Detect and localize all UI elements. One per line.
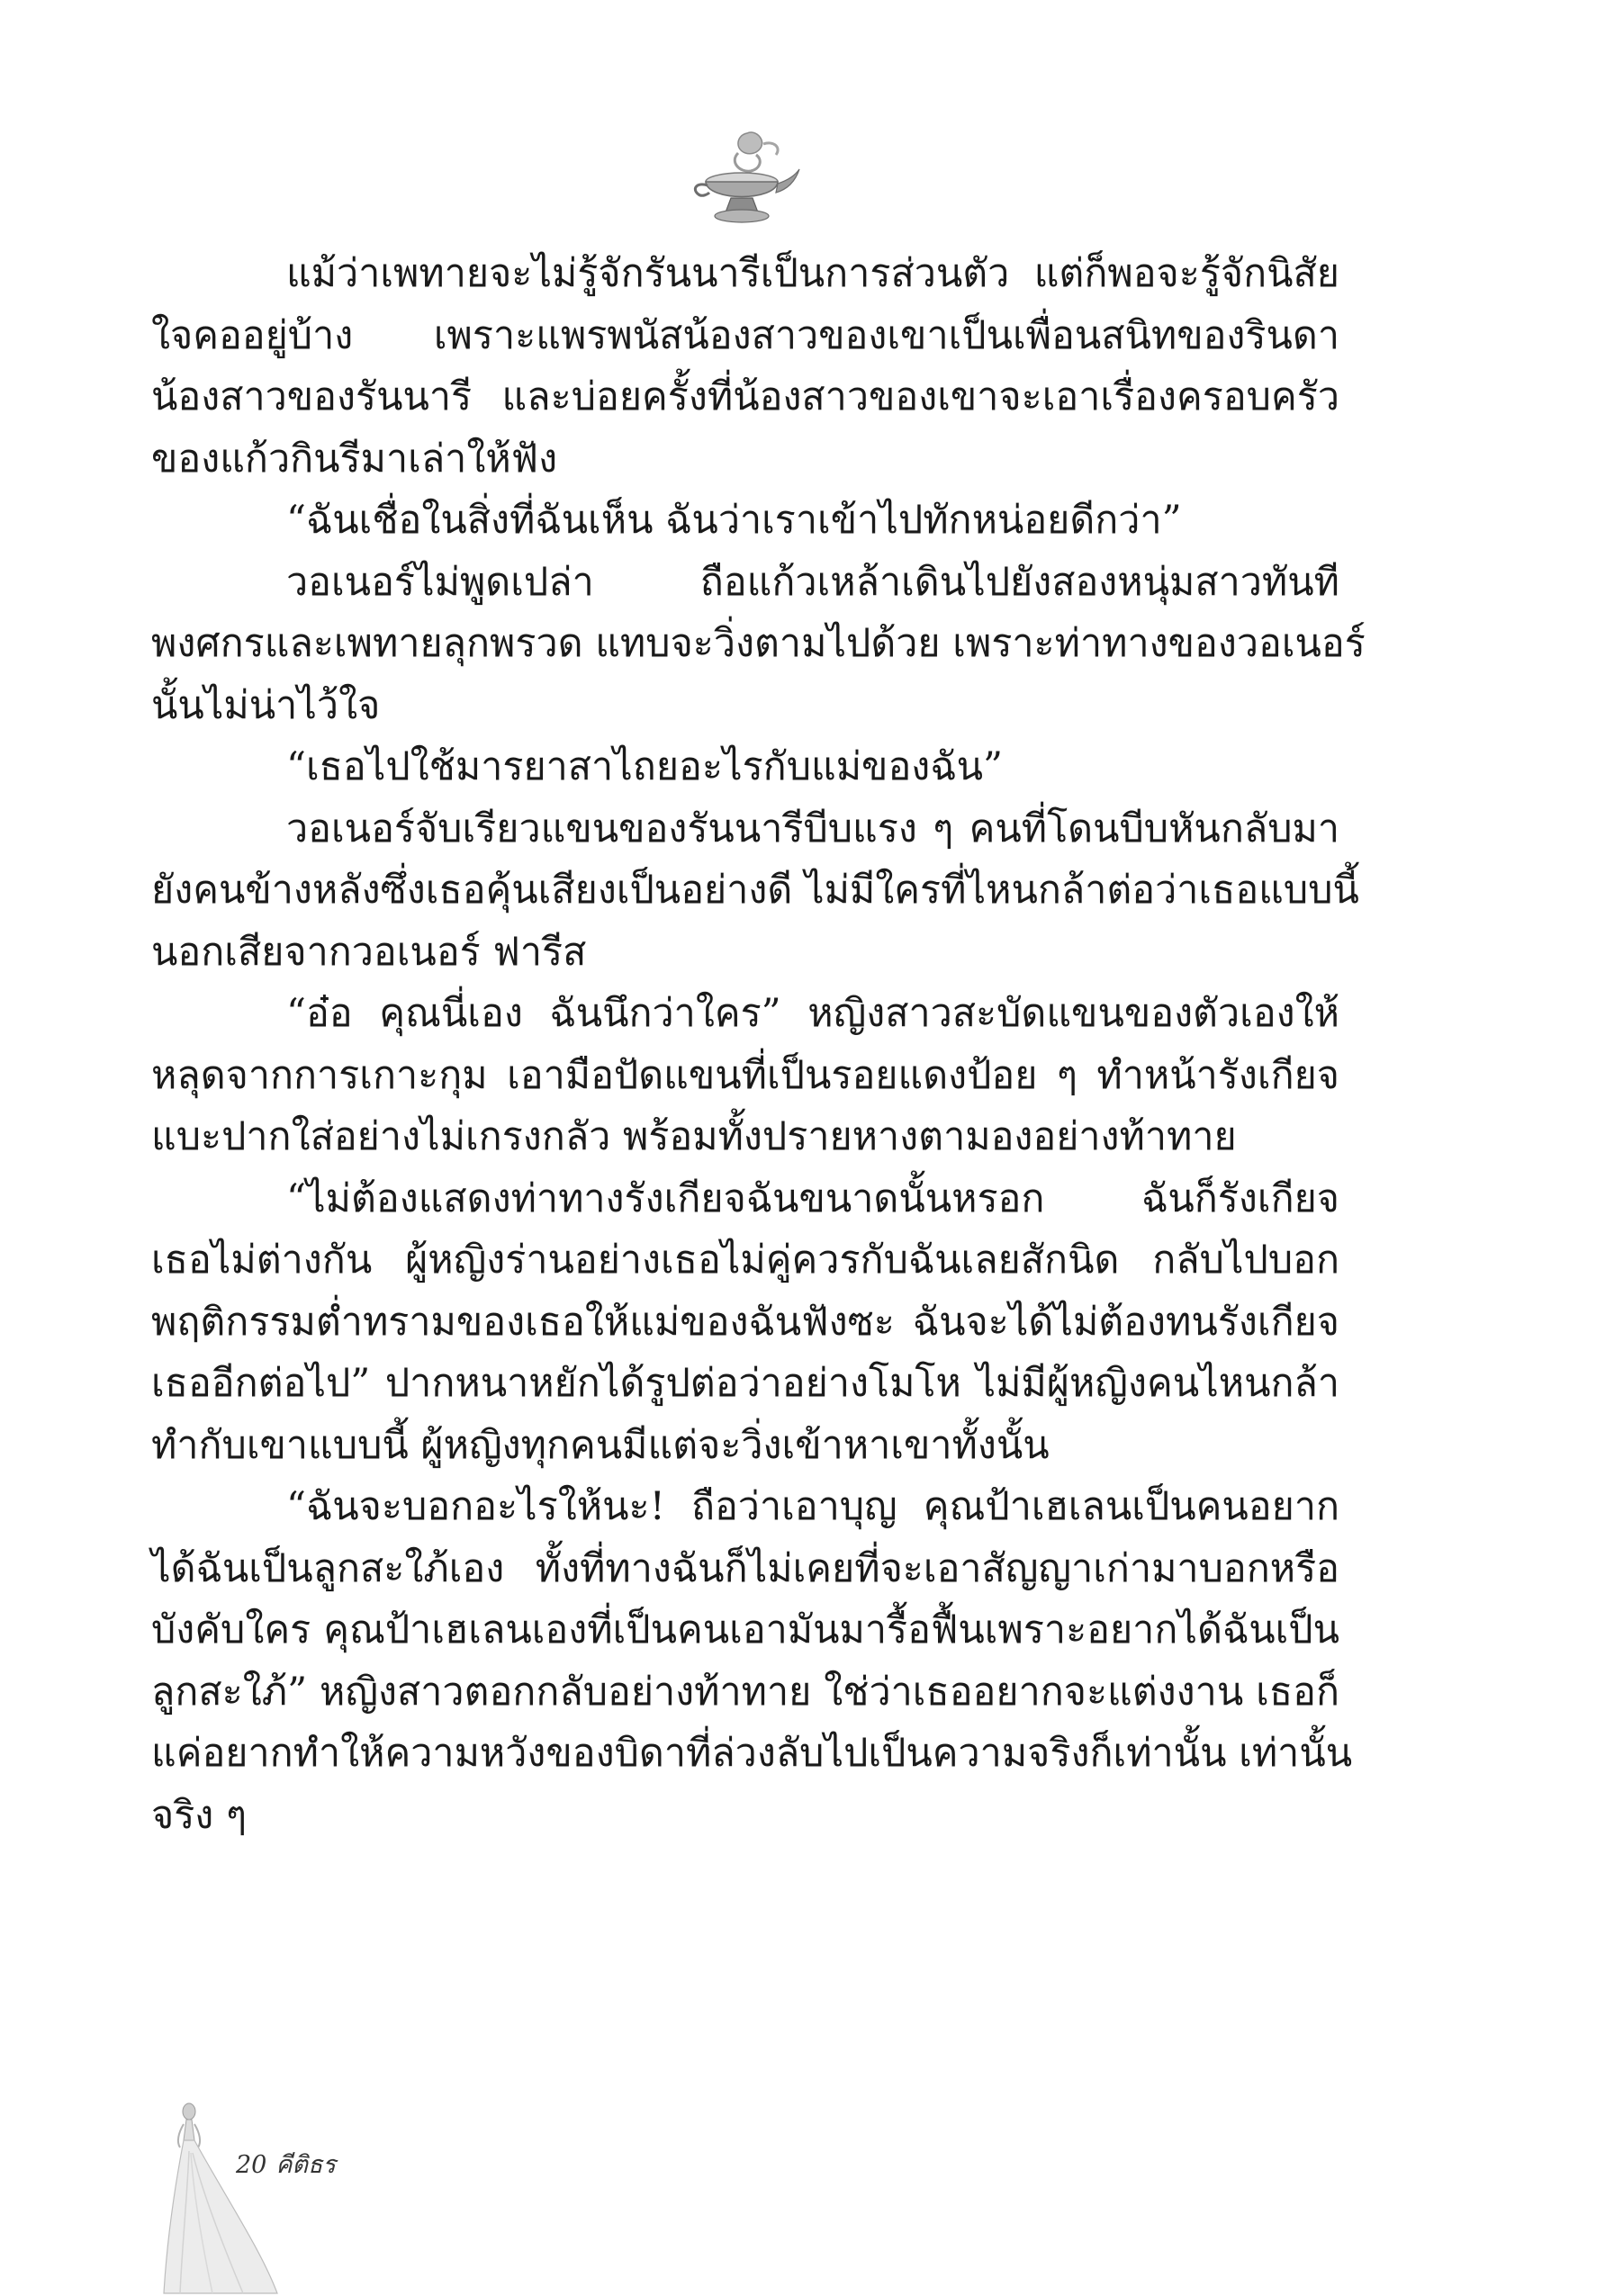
- text-line: พงศกรและเพทายลุกพรวด แทบจะวิ่งตามไปด้วย เพราะท่าทางของวอเนอร์: [151, 621, 1366, 666]
- text-line: ได้ฉันเป็นลูกสะใภ้เอง ทั้งที่ทางฉันก็ไม่เคยที่จะเอาสัญญาเก่ามาบอกหรือ: [151, 1545, 1339, 1591]
- text-line: พฤติกรรมต่ำทรามของเธอให้แม่ของฉันฟังซะ ฉันจะได้ไม่ต้องทนรังเกียจ: [151, 1299, 1339, 1345]
- paragraph: [151, 552, 1366, 737]
- paragraph: [151, 243, 1339, 490]
- page-footer: [236, 2145, 336, 2183]
- paragraph: [151, 983, 1339, 1168]
- paragraph: [151, 798, 1359, 984]
- text-line: บังคับใคร คุณป้าเฮเลนเองที่เป็นคนเอามันมารื้อฟื้นเพราะอยากได้ฉันเป็น: [151, 1607, 1339, 1652]
- text-line: แบะปากใส่อย่างไม่เกรงกลัว พร้อมทั้งปรายหางตามองอย่างท้าทาย: [151, 1114, 1237, 1159]
- text-line: แม้ว่าเพทายจะไม่รู้จักรันนารีเป็นการส่วนตัว แต่ก็พอจะรู้จักนิสัย: [286, 251, 1339, 296]
- paragraph: [151, 1168, 1339, 1477]
- paragraph: [151, 736, 1339, 798]
- text-line: “อ๋อ คุณนี่เอง ฉันนึกว่าใคร” หญิงสาวสะบัดแขนของตัวเองให้: [286, 991, 1339, 1036]
- text-line: จริง ๆ: [151, 1792, 248, 1838]
- text-line: เธออีกต่อไป” ปากหนาหยักได้รูปต่อว่าอย่างโมโห ไม่มีผู้หญิงคนไหนกล้า: [151, 1361, 1339, 1406]
- text-line: ลูกสะใภ้” หญิงสาวตอกกลับอย่างท้าทาย ใช่ว่าเธออยากจะแต่งงาน เธอก็: [151, 1669, 1339, 1715]
- text-line: นอกเสียจากวอเนอร์ ฟารีส: [151, 929, 587, 975]
- text-line: ของแก้วกินรีมาเล่าให้ฟัง: [151, 436, 558, 482]
- text-line: วอเนอร์จับเรียวแขนของรันนารีบีบแรง ๆ คนที่โดนบีบหันกลับมา: [286, 806, 1339, 851]
- text-line: น้องสาวของรันนารี และบ่อยครั้งที่น้องสาวของเขาจะเอาเรื่องครอบครัว: [151, 374, 1339, 419]
- text-line: ยังคนข้างหลังซึ่งเธอคุ้นเสียงเป็นอย่างดี ไม่มีใครที่ไหนกล้าต่อว่าเธอแบบนี้: [151, 868, 1359, 913]
- paragraph: [151, 1476, 1353, 1846]
- text-line: เธอไม่ต่างกัน ผู้หญิงร่านอย่างเธอไม่คู่ควรกับฉันเลยสักนิด กลับไปบอก: [151, 1238, 1339, 1283]
- paragraph: [151, 490, 1339, 552]
- text-line: “ฉันเชื่อในสิ่งที่ฉันเห็น ฉันว่าเราเข้าไปทักหน่อยดีกว่า”: [286, 498, 1182, 543]
- author-name: คีติธร: [275, 2151, 336, 2179]
- text-line: แค่อยากทำให้ความหวังของบิดาที่ล่วงลับไปเป็นความจริงก็เท่านั้น เท่านั้น: [151, 1731, 1353, 1776]
- oil-lamp-icon: [684, 126, 801, 234]
- body-text: [151, 243, 1366, 1846]
- text-line: วอเนอร์ไม่พูดเปล่า ถือแก้วเหล้าเดินไปยังสองหนุ่มสาวทันที: [286, 559, 1339, 605]
- text-line: หลุดจากการเกาะกุม เอามือปัดแขนที่เป็นรอยแดงป้อย ๆ ทำหน้ารังเกียจ: [151, 1052, 1339, 1098]
- bride-figure-icon: [162, 2097, 288, 2295]
- text-line: “ฉันจะบอกอะไรให้นะ! ถือว่าเอาบุญ คุณป้าเฮเลนเป็นคนอยาก: [286, 1484, 1339, 1529]
- page-number: 20: [236, 2151, 267, 2179]
- text-line: “ไม่ต้องแสดงท่าทางรังเกียจฉันขนาดนั้นหรอก ฉันก็รังเกียจ: [286, 1175, 1339, 1221]
- text-line: ทำกับเขาแบบนี้ ผู้หญิงทุกคนมีแต่จะวิ่งเข้าหาเขาทั้งนั้น: [151, 1422, 1050, 1468]
- text-line: “เธอไปใช้มารยาสาไถยอะไรกับแม่ของฉัน”: [286, 744, 1003, 789]
- text-line: นั้นไม่น่าไว้ใจ: [151, 682, 381, 728]
- text-line: ใจคออยู่บ้าง เพราะแพรพนัสน้องสาวของเขาเป็นเพื่อนสนิทของรินดา: [151, 312, 1339, 358]
